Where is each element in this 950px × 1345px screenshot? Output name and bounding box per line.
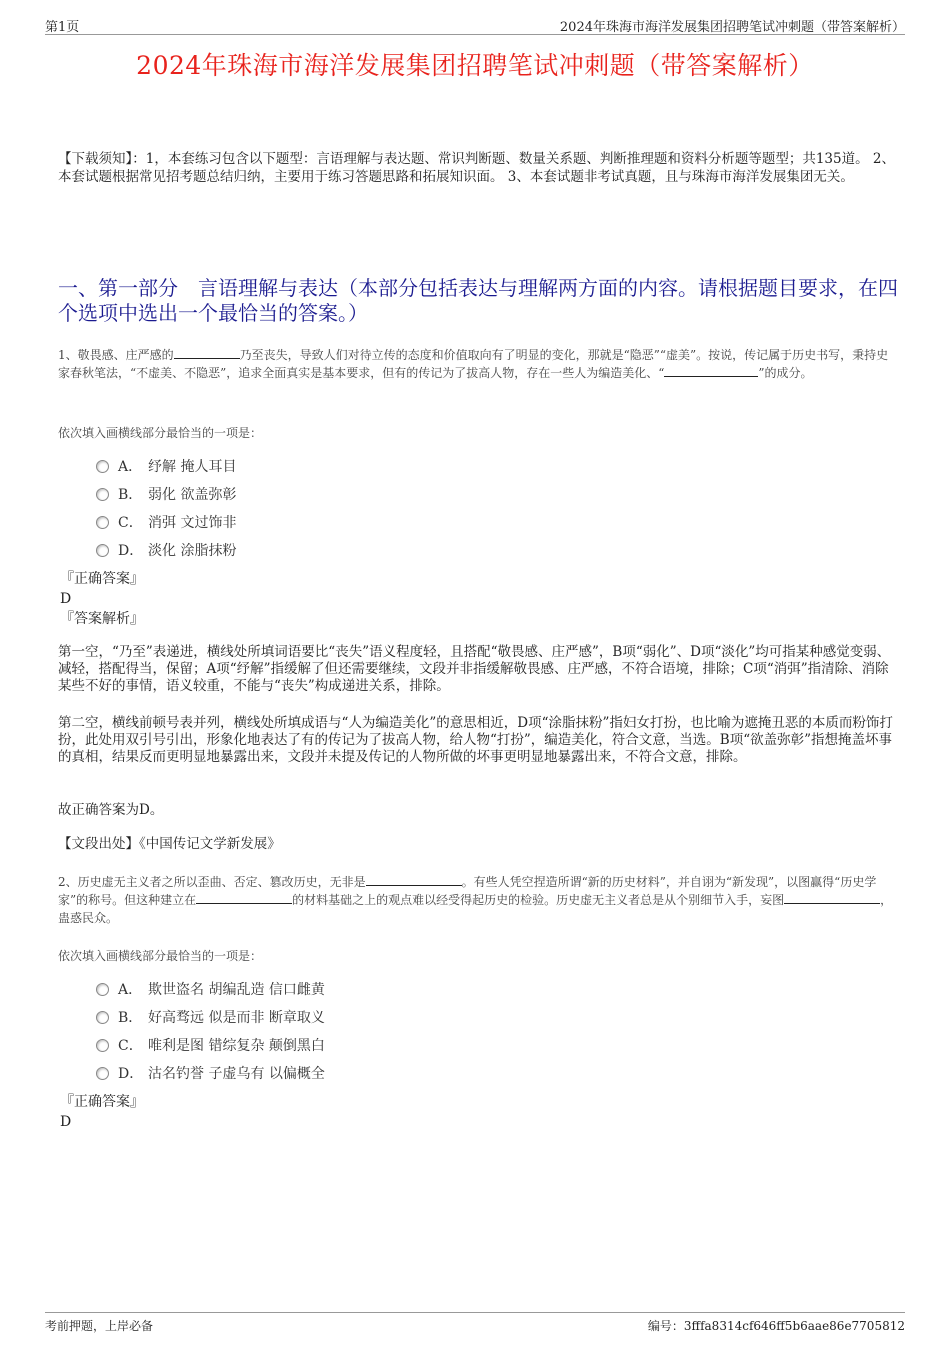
question-2-part-a: 2、历史虚无主义者之所以歪曲、否定、篡改历史，无非是: [58, 875, 366, 889]
question-1-part-b: 乃至丧失，导致人们对待立传的态度和价值取向有了明显的变化，那就是“隐恶”“虚美”。按说，传记属于历史书写，秉持史家春秋笔法，“不虚美、不隐恶”，追求全面真实是基本要求，但有的传记为了拔高人物，存在一些人为编造美化、“: [58, 348, 889, 380]
footer-serial: 编号：3fffa8314cf646ff5b6aae86e7705812: [647, 1319, 905, 1333]
option-letter: A．: [118, 982, 143, 998]
question-1-text: [58, 346, 898, 382]
document-title: 2024年珠海市海洋发展集团招聘笔试冲刺题（带答案解析）: [136, 51, 814, 80]
question-2-options: [96, 975, 596, 1087]
option-letter: D．: [118, 1066, 144, 1082]
option-letter: A．: [118, 459, 143, 475]
option-letter: B．: [118, 1010, 143, 1026]
option-b[interactable]: [96, 1003, 596, 1031]
radio-icon[interactable]: [96, 1067, 109, 1080]
footer-slogan: 考前押题，上岸必备: [45, 1319, 154, 1333]
option-text: 淡化 涂脂抹粉: [148, 543, 237, 559]
radio-icon[interactable]: [96, 488, 109, 501]
option-d[interactable]: [96, 536, 596, 564]
option-b[interactable]: [96, 480, 596, 508]
question-2-prompt: 依次填入画横线部分最恰当的一项是：: [58, 949, 263, 963]
option-a[interactable]: [96, 975, 596, 1003]
question-1-part-a: 1、敬畏感、庄严感的: [58, 348, 174, 362]
question-2-part-c: 的材料基础之上的观点难以经受得起历史的检验。历史虚无主义者总是从个别细节入手，妄图: [292, 893, 785, 907]
radio-icon[interactable]: [96, 983, 109, 996]
option-c[interactable]: [96, 1031, 596, 1059]
question-1-part-c: ”的成分。: [758, 366, 813, 380]
option-letter: C．: [118, 515, 143, 531]
answer-label: 『正确答案』: [60, 1094, 144, 1110]
question-1-answer: [60, 569, 144, 629]
radio-icon[interactable]: [96, 1039, 109, 1052]
option-letter: C．: [118, 1038, 143, 1054]
answer-label: 『正确答案』: [60, 571, 144, 587]
option-c[interactable]: [96, 508, 596, 536]
answer-blank: [366, 873, 462, 886]
option-text: 唯利是图 错综复杂 颠倒黑白: [148, 1038, 325, 1054]
answer-blank: [174, 346, 240, 359]
answer-blank: [664, 364, 758, 377]
radio-icon[interactable]: [96, 1011, 109, 1024]
option-text: 消弭 文过饰非: [148, 515, 237, 531]
answer-value: D: [60, 591, 72, 607]
answer-blank: [784, 891, 880, 904]
question-2-answer: [60, 1092, 144, 1132]
option-text: 好高骛远 似是而非 断章取义: [148, 1010, 325, 1026]
page-number: 第1页: [45, 20, 80, 35]
analysis-paragraph-1: 第一空，“乃至”表递进，横线处所填词语要比“丧失”语义程度轻，且搭配“敬畏感、庄严感”，B项“弱化”、D项“淡化”均可指某种感觉变弱、减轻，搭配得当，保留；A项“纾解”指缓解了但还需要继续，文段并非指缓解敬畏感、庄严感，不符合语境，排除；C项“消弭”指清除、消除某些不好的事情，语义较重，不能与“丧失”构成递进关系，排除。: [58, 644, 891, 694]
radio-icon[interactable]: [96, 516, 109, 529]
question-2-text: [58, 873, 898, 927]
passage-source: 【文段出处】《中国传记文学新发展》: [58, 836, 281, 852]
analysis-label: 『答案解析』: [60, 611, 144, 627]
section-heading: 一、第一部分 言语理解与表达（本部分包括表达与理解两方面的内容。请根据题目要求，在四个选项中选出一个最恰当的答案。）: [58, 276, 898, 325]
download-notice: 【下载须知】：1，本套练习包含以下题型：言语理解与表达题、常识判断题、数量关系题、判断推理题和资料分析题等题型；共135道。 2、本套试题根据常见招考题总结归纳，主要用于练习答题思路和拓展知识面。 3、本套试题非考试真题，且与珠海市海洋发展集团无关。: [58, 151, 895, 185]
analysis-paragraph-2: 第二空，横线前顿号表并列，横线处所填成语与“人为编造美化”的意思相近，D项“涂脂抹粉”指妇女打扮，也比喻为遮掩丑恶的本质而粉饰打扮，此处用双引号引出，形象化地表达了有的传记为了拔高人物，给人物“打扮”，编造美化，符合文意，当选。B项“欲盖弥彰”指想掩盖坏事的真相，结果反而更明显地暴露出来，文段并未提及传记的人物所做的坏事更明显地暴露出来，不符合文意，排除。: [58, 715, 893, 765]
option-text: 弱化 欲盖弥彰: [148, 487, 237, 503]
radio-icon[interactable]: [96, 460, 109, 473]
option-letter: D．: [118, 543, 144, 559]
question-1-prompt: 依次填入画横线部分最恰当的一项是：: [58, 426, 263, 440]
question-2-part-b: 。有些人凭空捏造所谓“新的历史材料”，并自诩为“新发现”，以图赢得“历史学家”的称号。但这种建立在: [58, 875, 877, 907]
answer-blank: [196, 891, 292, 904]
radio-icon[interactable]: [96, 544, 109, 557]
option-a[interactable]: [96, 452, 596, 480]
question-2-part-d: ，蛊惑民众。: [58, 893, 893, 925]
option-text: 纾解 掩人耳目: [148, 459, 237, 475]
page-header: [45, 14, 905, 35]
option-d[interactable]: [96, 1059, 596, 1087]
option-text: 沽名钓誉 子虚乌有 以偏概全: [148, 1066, 325, 1082]
question-1-options: [96, 452, 596, 564]
option-letter: B．: [118, 487, 143, 503]
page-footer: [45, 1312, 905, 1333]
analysis-conclusion: 故正确答案为D。: [58, 802, 164, 818]
header-doc-title: 2024年珠海市海洋发展集团招聘笔试冲刺题（带答案解析）: [559, 20, 905, 35]
answer-value: D: [60, 1114, 72, 1130]
option-text: 欺世盗名 胡编乱造 信口雌黄: [148, 982, 325, 998]
